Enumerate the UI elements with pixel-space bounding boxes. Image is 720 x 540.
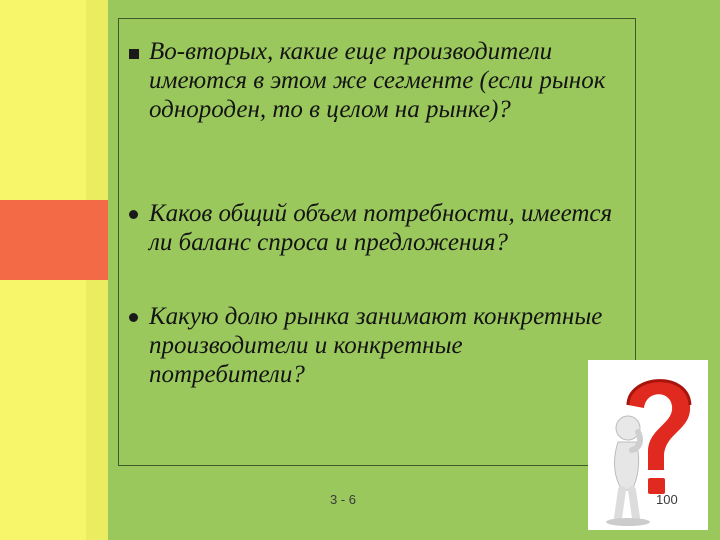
orange-accent-block xyxy=(0,200,108,280)
content-box xyxy=(118,18,636,466)
bullet-item-3 xyxy=(119,302,614,389)
dot-bullet-icon xyxy=(129,313,138,322)
footer-slide-label: 3 - 6 xyxy=(330,492,357,507)
footer-page-number: 100 xyxy=(656,492,678,507)
bullet-text-1: Во-вторых, какие еще производители имеются в этом же сегменте (если рынок однороден, то в целом на рынке)? xyxy=(149,38,606,123)
bullet-item-1 xyxy=(119,37,614,124)
bullet-text-2: Каков общий объем потребности, имеется ли баланс спроса и предложения? xyxy=(149,200,613,256)
bullet-item-2 xyxy=(119,199,614,257)
dot-bullet-icon xyxy=(129,210,138,219)
square-bullet-icon xyxy=(129,49,139,59)
question-mark-figure-icon xyxy=(588,360,708,530)
bullet-text-3: Какую долю рынка занимают конкретные производители и конкретные потребители? xyxy=(149,303,603,388)
